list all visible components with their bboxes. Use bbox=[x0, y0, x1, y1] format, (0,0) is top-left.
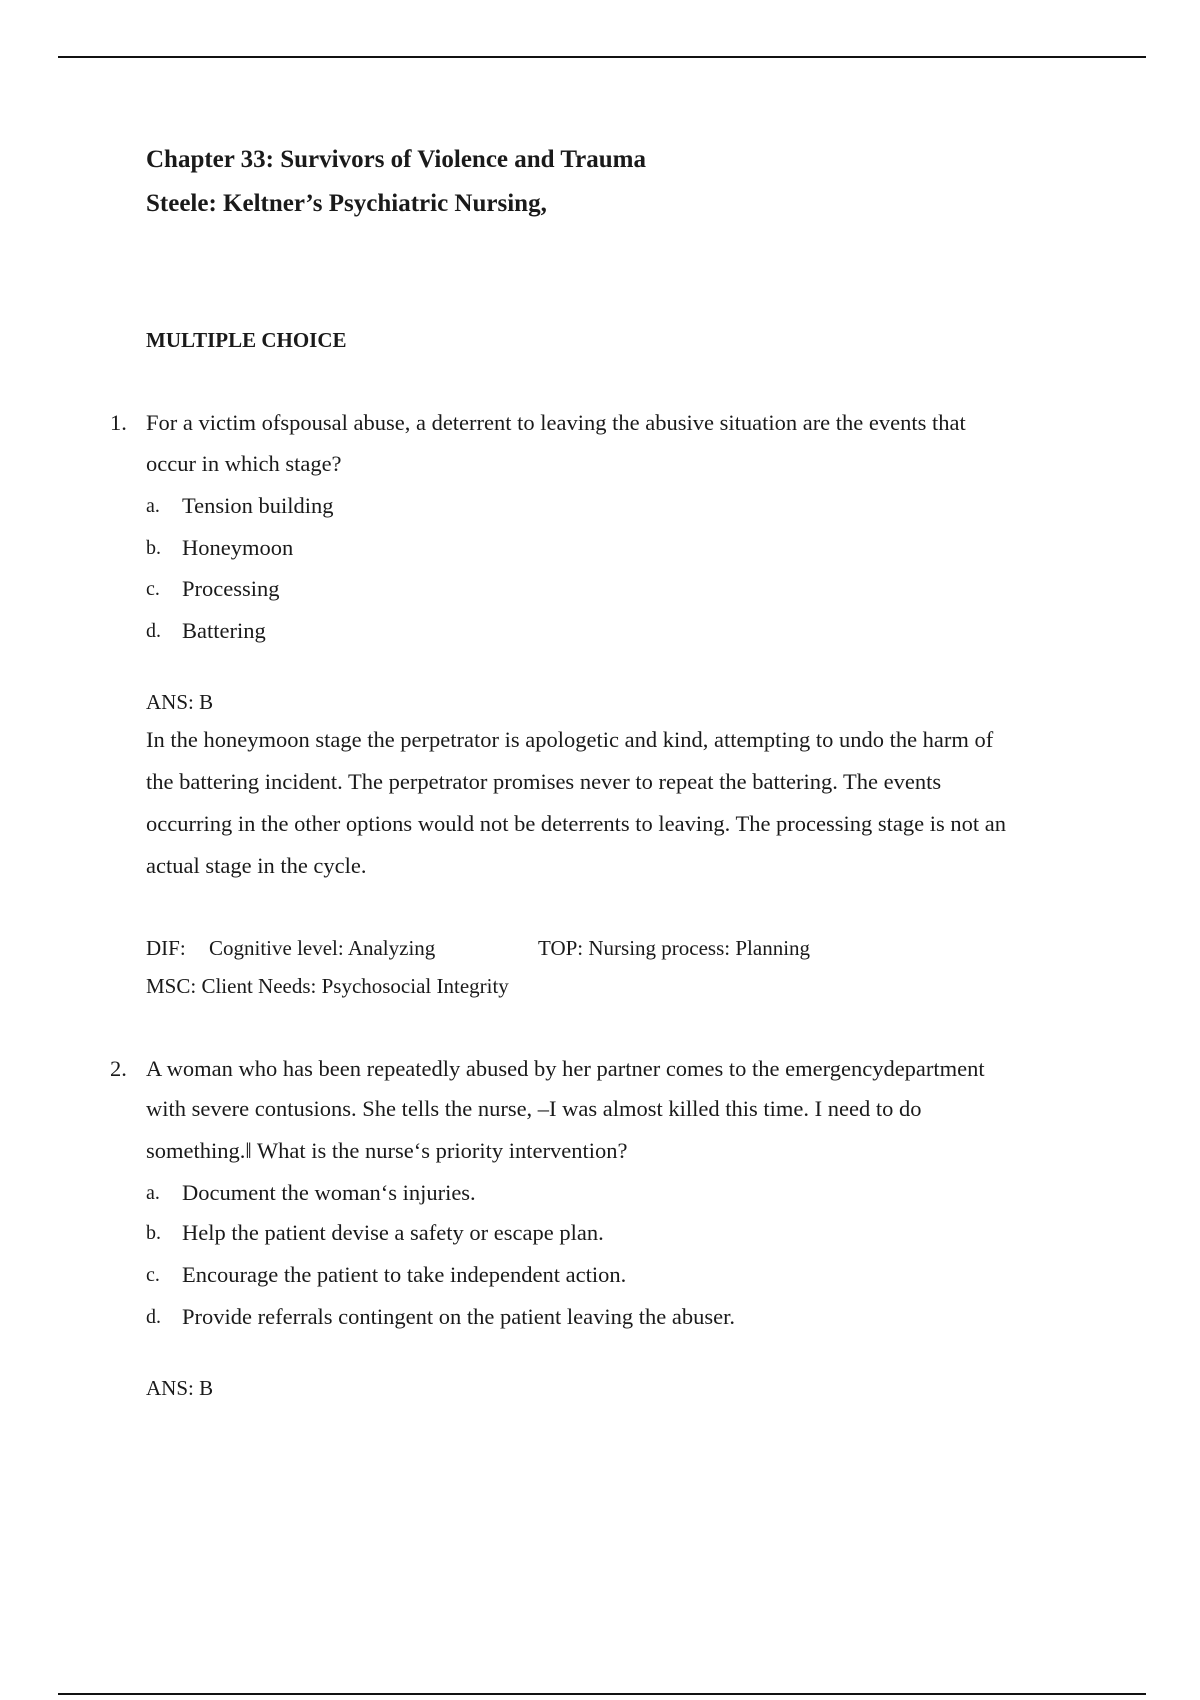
option-letter: d. bbox=[146, 1306, 161, 1328]
option-letter: c. bbox=[146, 578, 160, 600]
question-stem-line: with severe contusions. She tells the nurse, –I was almost killed this time. I need to do bbox=[146, 1096, 922, 1121]
option-text: Document the woman‘s injuries. bbox=[182, 1180, 476, 1205]
section-heading: MULTIPLE CHOICE bbox=[146, 328, 347, 352]
question-number: 1. bbox=[110, 410, 127, 435]
answer-key: ANS: B bbox=[146, 690, 214, 714]
option-text: Provide referrals contingent on the patient leaving the abuser. bbox=[182, 1304, 735, 1329]
msc-tag: MSC: Client Needs: Psychosocial Integrity bbox=[146, 974, 509, 998]
question-stem-line: something.‖ What is the nurse‘s priority intervention? bbox=[146, 1138, 628, 1163]
rationale-line: actual stage in the cycle. bbox=[146, 853, 367, 878]
option-letter: a. bbox=[146, 495, 160, 517]
bottom-rule bbox=[58, 1693, 1146, 1695]
question-stem-line: A woman who has been repeatedly abused by her partner comes to the emergencydepartment bbox=[146, 1056, 985, 1081]
topic-tag: TOP: Nursing process: Planning bbox=[538, 936, 811, 960]
option-text: Battering bbox=[182, 618, 266, 643]
option-text: Encourage the patient to take independent action. bbox=[182, 1262, 627, 1287]
answer-key: ANS: B bbox=[146, 1376, 214, 1400]
dif-value: Cognitive level: Analyzing bbox=[209, 936, 436, 960]
option-text: Honeymoon bbox=[182, 535, 294, 560]
option-letter: b. bbox=[146, 537, 161, 559]
rationale-line: the battering incident. The perpetrator promises never to repeat the battering. The events bbox=[146, 769, 942, 794]
rationale-line: occurring in the other options would not be deterrents to leaving. The processing stage is not an bbox=[146, 811, 1007, 836]
chapter-title: Chapter 33: Survivors of Violence and Trauma bbox=[146, 146, 647, 173]
option-letter: b. bbox=[146, 1222, 161, 1244]
option-text: Tension building bbox=[182, 493, 334, 518]
dif-label: DIF: bbox=[146, 936, 186, 960]
question-stem-line: For a victim ofspousal abuse, a deterrent to leaving the abusive situation are the events that bbox=[146, 410, 966, 435]
option-letter: c. bbox=[146, 1264, 160, 1286]
question-stem-line: occur in which stage? bbox=[146, 451, 342, 476]
book-title: Steele: Keltner’s Psychiatric Nursing, bbox=[146, 190, 547, 217]
option-letter: d. bbox=[146, 620, 161, 642]
question-number: 2. bbox=[110, 1056, 127, 1081]
option-text: Help the patient devise a safety or escape plan. bbox=[182, 1220, 604, 1245]
option-text: Processing bbox=[182, 576, 280, 601]
top-rule bbox=[58, 56, 1146, 58]
option-letter: a. bbox=[146, 1182, 160, 1204]
rationale-line: In the honeymoon stage the perpetrator is apologetic and kind, attempting to undo the harm of bbox=[146, 727, 994, 752]
